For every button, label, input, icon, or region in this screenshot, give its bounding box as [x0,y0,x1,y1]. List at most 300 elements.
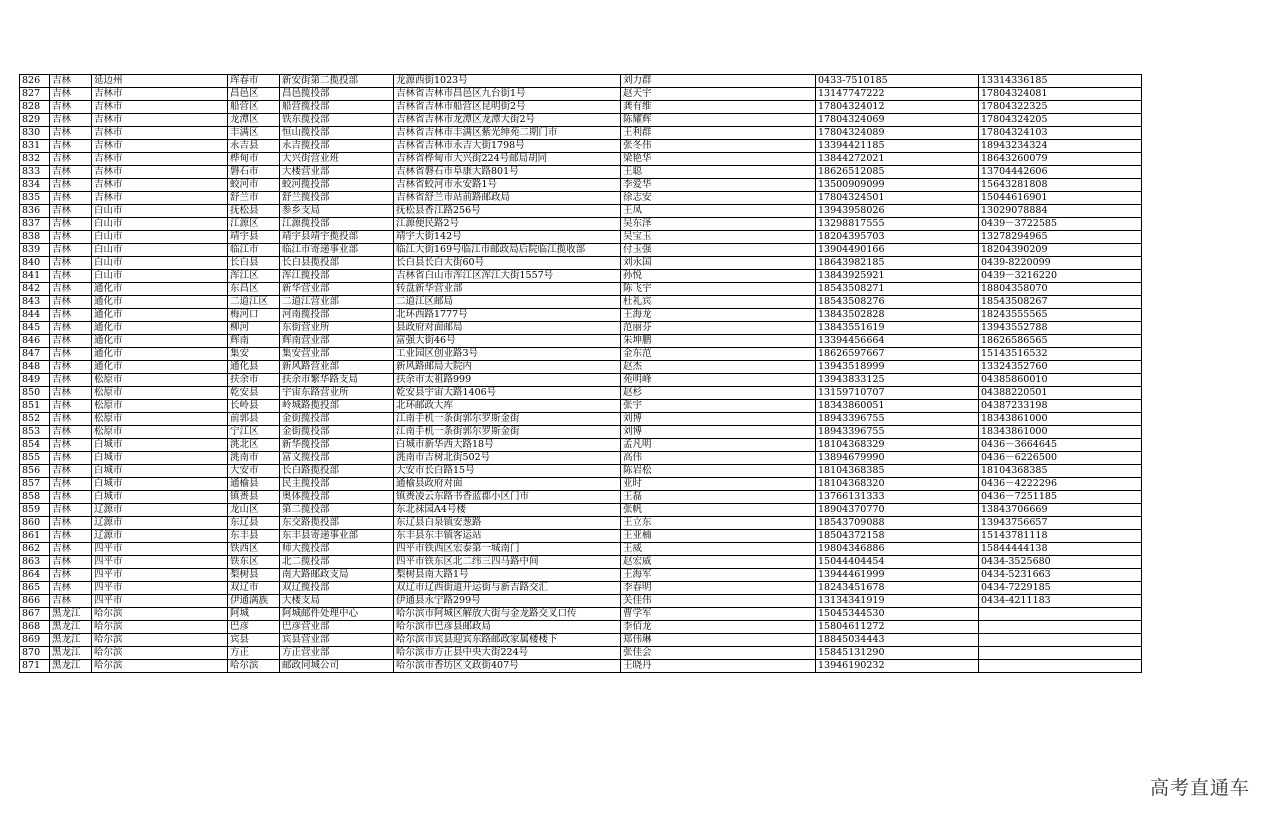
cell-index: 826 [20,75,50,88]
cell-branch: 新华营业部 [280,283,394,296]
cell-phone: 15845131290 [816,647,979,660]
cell-mobile: 18343861000 [979,426,1142,439]
cell-mobile: 0436－4222296 [979,478,1142,491]
cell-phone: 18543508276 [816,296,979,309]
cell-index: 831 [20,140,50,153]
cell-district: 浑江区 [228,270,280,283]
cell-mobile: 13704442606 [979,166,1142,179]
cell-contact: 曹学军 [621,608,816,621]
cell-index: 837 [20,218,50,231]
cell-contact: 孙悦 [621,270,816,283]
cell-address: 扶余市太祖路999 [394,374,621,387]
cell-province: 吉林 [50,569,92,582]
cell-mobile: 18343861000 [979,413,1142,426]
cell-mobile: 13029078884 [979,205,1142,218]
cell-branch: 河南揽投部 [280,309,394,322]
cell-index: 870 [20,647,50,660]
cell-contact: 王利群 [621,127,816,140]
cell-contact: 刘博 [621,426,816,439]
cell-branch: 东街营业所 [280,322,394,335]
cell-branch: 浑江揽投部 [280,270,394,283]
cell-phone: 18904370770 [816,504,979,517]
cell-province: 吉林 [50,543,92,556]
cell-city: 通化市 [92,296,228,309]
cell-province: 吉林 [50,465,92,478]
cell-district: 临江市 [228,244,280,257]
cell-address: 伊通县永宁路299号 [394,595,621,608]
cell-phone: 13843925921 [816,270,979,283]
cell-phone: 18204395703 [816,231,979,244]
cell-phone: 18343860051 [816,400,979,413]
cell-branch: 长白路揽投部 [280,465,394,478]
cell-district: 双辽市 [228,582,280,595]
cell-branch: 大楼支局 [280,595,394,608]
cell-city: 四平市 [92,582,228,595]
table-row [20,426,1142,439]
cell-district: 二道江区 [228,296,280,309]
cell-city: 白山市 [92,244,228,257]
cell-address: 吉林省吉林市丰满区紫光绅苑二期门市 [394,127,621,140]
cell-city: 白城市 [92,452,228,465]
cell-district: 丰满区 [228,127,280,140]
table-row [20,400,1142,413]
cell-contact: 王立东 [621,517,816,530]
cell-contact: 王海龙 [621,309,816,322]
cell-address: 吉林省吉林市船营区昆明街2号 [394,101,621,114]
cell-province: 吉林 [50,179,92,192]
cell-province: 吉林 [50,491,92,504]
cell-address: 富强大街46号 [394,335,621,348]
table-row [20,296,1142,309]
cell-index: 828 [20,101,50,114]
cell-contact: 王晓丹 [621,660,816,673]
cell-city: 吉林市 [92,166,228,179]
table-row [20,205,1142,218]
cell-index: 856 [20,465,50,478]
cell-district: 扶余市 [228,374,280,387]
cell-mobile: 17804322325 [979,101,1142,114]
cell-contact: 陈岩松 [621,465,816,478]
cell-mobile: 18243555565 [979,309,1142,322]
cell-address: 二道江区邮局 [394,296,621,309]
cell-phone: 13946190232 [816,660,979,673]
cell-index: 853 [20,426,50,439]
cell-phone: 13894679990 [816,452,979,465]
cell-province: 吉林 [50,413,92,426]
cell-mobile: 0439－3216220 [979,270,1142,283]
cell-phone: 13394456664 [816,335,979,348]
cell-branch: 大兴街营业班 [280,153,394,166]
cell-province: 吉林 [50,309,92,322]
cell-contact: 徐志安 [621,192,816,205]
cell-address: 东丰县东丰镇客运站 [394,530,621,543]
cell-index: 845 [20,322,50,335]
cell-district: 辉南 [228,335,280,348]
cell-contact: 高伟 [621,452,816,465]
cell-mobile: 15143781118 [979,530,1142,543]
table-row [20,608,1142,621]
cell-phone: 13766131333 [816,491,979,504]
cell-mobile [979,634,1142,647]
cell-phone: 17804324069 [816,114,979,127]
cell-phone: 13500909099 [816,179,979,192]
cell-city: 哈尔滨 [92,634,228,647]
cell-city: 吉林市 [92,101,228,114]
cell-district: 长岭县 [228,400,280,413]
cell-district: 东昌区 [228,283,280,296]
cell-contact: 梁艳华 [621,153,816,166]
cell-district: 集安 [228,348,280,361]
cell-mobile: 18626586565 [979,335,1142,348]
cell-district: 通化县 [228,361,280,374]
cell-mobile: 13943552788 [979,322,1142,335]
cell-contact: 苑明峰 [621,374,816,387]
cell-address: 吉林省桦甸市大兴街224号邮局胡同 [394,153,621,166]
cell-mobile: 17804324081 [979,88,1142,101]
table-row [20,374,1142,387]
cell-district: 巴彦 [228,621,280,634]
cell-district: 镇赉县 [228,491,280,504]
cell-contact: 陈耀辉 [621,114,816,127]
table-row [20,491,1142,504]
cell-province: 黑龙江 [50,621,92,634]
cell-contact: 李春明 [621,582,816,595]
cell-contact: 杜礼宾 [621,296,816,309]
cell-district: 长白县 [228,257,280,270]
cell-contact: 刘力群 [621,75,816,88]
cell-phone: 18943396755 [816,426,979,439]
cell-index: 844 [20,309,50,322]
cell-index: 857 [20,478,50,491]
cell-city: 吉林市 [92,179,228,192]
cell-city: 松原市 [92,374,228,387]
cell-index: 848 [20,361,50,374]
cell-branch: 新风路营业部 [280,361,394,374]
cell-branch: 岭城路揽投部 [280,400,394,413]
cell-phone: 19804346886 [816,543,979,556]
cell-branch: 蛟河揽投部 [280,179,394,192]
cell-province: 吉林 [50,582,92,595]
cell-contact: 亚时 [621,478,816,491]
cell-mobile: 0434-5231663 [979,569,1142,582]
cell-city: 白山市 [92,205,228,218]
cell-district: 洮北区 [228,439,280,452]
cell-phone: 13944461999 [816,569,979,582]
cell-address: 吉林省吉林市永吉大街1798号 [394,140,621,153]
cell-contact: 龚有维 [621,101,816,114]
cell-address: 哈尔滨市方正县中央大街224号 [394,647,621,660]
cell-contact: 吴宝玉 [621,231,816,244]
cell-province: 吉林 [50,426,92,439]
cell-province: 吉林 [50,595,92,608]
cell-city: 白城市 [92,491,228,504]
cell-mobile: 0434-4211183 [979,595,1142,608]
cell-phone: 18845034443 [816,634,979,647]
cell-province: 吉林 [50,374,92,387]
cell-phone: 17804324089 [816,127,979,140]
cell-city: 通化市 [92,361,228,374]
table-row [20,218,1142,231]
cell-address: 东北袜园A4号楼 [394,504,621,517]
cell-district: 磐石市 [228,166,280,179]
cell-phone: 15804611272 [816,621,979,634]
cell-province: 吉林 [50,257,92,270]
cell-branch: 巴彦营业部 [280,621,394,634]
cell-district: 蛟河市 [228,179,280,192]
table-row [20,634,1142,647]
cell-index: 864 [20,569,50,582]
table-row [20,452,1142,465]
cell-province: 吉林 [50,231,92,244]
cell-index: 854 [20,439,50,452]
cell-province: 吉林 [50,127,92,140]
cell-phone: 18104368320 [816,478,979,491]
cell-phone: 18104368329 [816,439,979,452]
cell-contact: 王亚楠 [621,530,816,543]
cell-address: 转盘新华营业部 [394,283,621,296]
cell-province: 吉林 [50,205,92,218]
cell-branch: 南大路邮政支局 [280,569,394,582]
cell-index: 850 [20,387,50,400]
cell-district: 靖宇县 [228,231,280,244]
cell-district: 洮南市 [228,452,280,465]
cell-city: 辽源市 [92,504,228,517]
cell-branch: 二道江营业部 [280,296,394,309]
cell-mobile: 18104368385 [979,465,1142,478]
cell-city: 白城市 [92,439,228,452]
cell-branch: 第二揽投部 [280,504,394,517]
cell-branch: 新华揽投部 [280,439,394,452]
cell-district: 抚松县 [228,205,280,218]
cell-city: 吉林市 [92,88,228,101]
cell-district: 宁江区 [228,426,280,439]
cell-index: 834 [20,179,50,192]
cell-mobile: 15643281808 [979,179,1142,192]
cell-address: 梨树县南大路1号 [394,569,621,582]
cell-province: 吉林 [50,192,92,205]
cell-address: 北环西路1777号 [394,309,621,322]
cell-city: 白城市 [92,465,228,478]
cell-city: 白山市 [92,218,228,231]
cell-district: 舒兰市 [228,192,280,205]
cell-city: 白山市 [92,257,228,270]
cell-province: 吉林 [50,452,92,465]
cell-address: 吉林省吉林市昌邑区九台街1号 [394,88,621,101]
cell-address: 靖宇大街142号 [394,231,621,244]
table-row [20,530,1142,543]
cell-mobile: 0436－6226500 [979,452,1142,465]
cell-mobile: 17804324103 [979,127,1142,140]
cell-mobile [979,660,1142,673]
cell-address: 白城市新华西大路18号 [394,439,621,452]
cell-province: 吉林 [50,140,92,153]
cell-address: 抚松县香江路256号 [394,205,621,218]
cell-city: 白山市 [92,231,228,244]
cell-address: 江南手机一条街郭尔罗斯金街 [394,413,621,426]
cell-province: 吉林 [50,439,92,452]
cell-mobile: 15844444138 [979,543,1142,556]
cell-contact: 关佳伟 [621,595,816,608]
cell-phone: 13394421185 [816,140,979,153]
cell-city: 白山市 [92,270,228,283]
cell-district: 伊通满族 [228,595,280,608]
cell-index: 865 [20,582,50,595]
cell-address: 长白县长白大街60号 [394,257,621,270]
cell-phone: 18243451678 [816,582,979,595]
cell-index: 859 [20,504,50,517]
cell-city: 通化市 [92,348,228,361]
table-body [20,75,1142,673]
cell-province: 吉林 [50,114,92,127]
cell-address: 吉林省吉林市龙潭区龙潭大街2号 [394,114,621,127]
cell-address: 四平市铁西区宏泰第一城南门 [394,543,621,556]
cell-phone: 13159710707 [816,387,979,400]
cell-address: 工业园区创业路3号 [394,348,621,361]
cell-contact: 王凤 [621,205,816,218]
cell-province: 吉林 [50,361,92,374]
cell-contact: 王海军 [621,569,816,582]
cell-branch: 师大揽投部 [280,543,394,556]
cell-branch: 双辽揽投部 [280,582,394,595]
cell-index: 829 [20,114,50,127]
cell-district: 梅河口 [228,309,280,322]
cell-phone: 18543508271 [816,283,979,296]
cell-district: 乾安县 [228,387,280,400]
cell-index: 835 [20,192,50,205]
table-row [20,270,1142,283]
cell-phone: 15045344530 [816,608,979,621]
cell-province: 吉林 [50,530,92,543]
cell-district: 铁东区 [228,556,280,569]
cell-branch: 邮政同城公司 [280,660,394,673]
cell-index: 830 [20,127,50,140]
cell-phone: 13298817555 [816,218,979,231]
cell-district: 通榆县 [228,478,280,491]
cell-province: 吉林 [50,387,92,400]
cell-province: 吉林 [50,270,92,283]
cell-address: 哈尔滨市宾县迎宾东路邮政家属楼楼下 [394,634,621,647]
cell-branch: 昌邑揽投部 [280,88,394,101]
table-row [20,439,1142,452]
cell-mobile: 0439－3722585 [979,218,1142,231]
cell-district: 前郭县 [228,413,280,426]
cell-index: 836 [20,205,50,218]
cell-district: 哈尔滨 [228,660,280,673]
table-row [20,413,1142,426]
cell-province: 吉林 [50,218,92,231]
cell-index: 842 [20,283,50,296]
table-row [20,478,1142,491]
cell-province: 吉林 [50,335,92,348]
cell-mobile: 04388220501 [979,387,1142,400]
cell-mobile [979,621,1142,634]
cell-city: 哈尔滨 [92,660,228,673]
cell-contact: 张冬伟 [621,140,816,153]
cell-index: 852 [20,413,50,426]
cell-city: 延边州 [92,75,228,88]
cell-contact: 郑伟琳 [621,634,816,647]
cell-mobile: 18204390209 [979,244,1142,257]
cell-province: 吉林 [50,75,92,88]
cell-district: 龙潭区 [228,114,280,127]
cell-city: 哈尔滨 [92,621,228,634]
cell-index: 860 [20,517,50,530]
cell-province: 吉林 [50,88,92,101]
cell-contact: 赵杉 [621,387,816,400]
cell-address: 江南手机一条街郭尔罗斯金街 [394,426,621,439]
cell-city: 吉林市 [92,127,228,140]
cell-mobile: 15044616901 [979,192,1142,205]
cell-branch: 奥体揽投部 [280,491,394,504]
cell-city: 吉林市 [92,153,228,166]
cell-district: 永吉县 [228,140,280,153]
cell-city: 四平市 [92,543,228,556]
cell-province: 吉林 [50,556,92,569]
table-row [20,179,1142,192]
cell-province: 吉林 [50,478,92,491]
cell-address: 吉林省舒兰市站前路邮政局 [394,192,621,205]
table-row [20,153,1142,166]
cell-address: 洮南市吉树北街502号 [394,452,621,465]
cell-district: 阿城 [228,608,280,621]
cell-mobile: 0436－3664645 [979,439,1142,452]
cell-city: 通化市 [92,309,228,322]
cell-phone: 0433-7510185 [816,75,979,88]
cell-contact: 范丽芬 [621,322,816,335]
table-row [20,335,1142,348]
cell-address: 江源便民路2号 [394,218,621,231]
cell-province: 黑龙江 [50,660,92,673]
cell-contact: 张帆 [621,504,816,517]
cell-branch: 金街揽投部 [280,426,394,439]
cell-mobile: 04385860010 [979,374,1142,387]
cell-index: 866 [20,595,50,608]
cell-branch: 北二揽投部 [280,556,394,569]
cell-city: 松原市 [92,413,228,426]
cell-city: 白城市 [92,478,228,491]
cell-address: 哈尔滨市阿城区解放大街与金龙路交叉口传 [394,608,621,621]
table-row [20,595,1142,608]
cell-phone: 18643982185 [816,257,979,270]
cell-contact: 陈飞宇 [621,283,816,296]
cell-city: 吉林市 [92,192,228,205]
cell-district: 柳河 [228,322,280,335]
cell-index: 841 [20,270,50,283]
cell-province: 吉林 [50,322,92,335]
cell-district: 江源区 [228,218,280,231]
cell-index: 851 [20,400,50,413]
cell-address: 新风路邮局大院内 [394,361,621,374]
cell-contact: 王磊 [621,491,816,504]
cell-mobile: 0439-8220099 [979,257,1142,270]
cell-branch: 江源揽投部 [280,218,394,231]
cell-index: 858 [20,491,50,504]
table-row [20,348,1142,361]
cell-mobile [979,608,1142,621]
table-row [20,101,1142,114]
cell-province: 吉林 [50,517,92,530]
cell-index: 833 [20,166,50,179]
cell-branch: 临江市寄递事业部 [280,244,394,257]
cell-city: 哈尔滨 [92,647,228,660]
cell-phone: 13943833125 [816,374,979,387]
cell-province: 吉林 [50,166,92,179]
cell-branch: 东交路揽投部 [280,517,394,530]
cell-address: 吉林省磐石市阜康大路801号 [394,166,621,179]
cell-address: 龙源西街1023号 [394,75,621,88]
cell-city: 松原市 [92,426,228,439]
cell-index: 871 [20,660,50,673]
